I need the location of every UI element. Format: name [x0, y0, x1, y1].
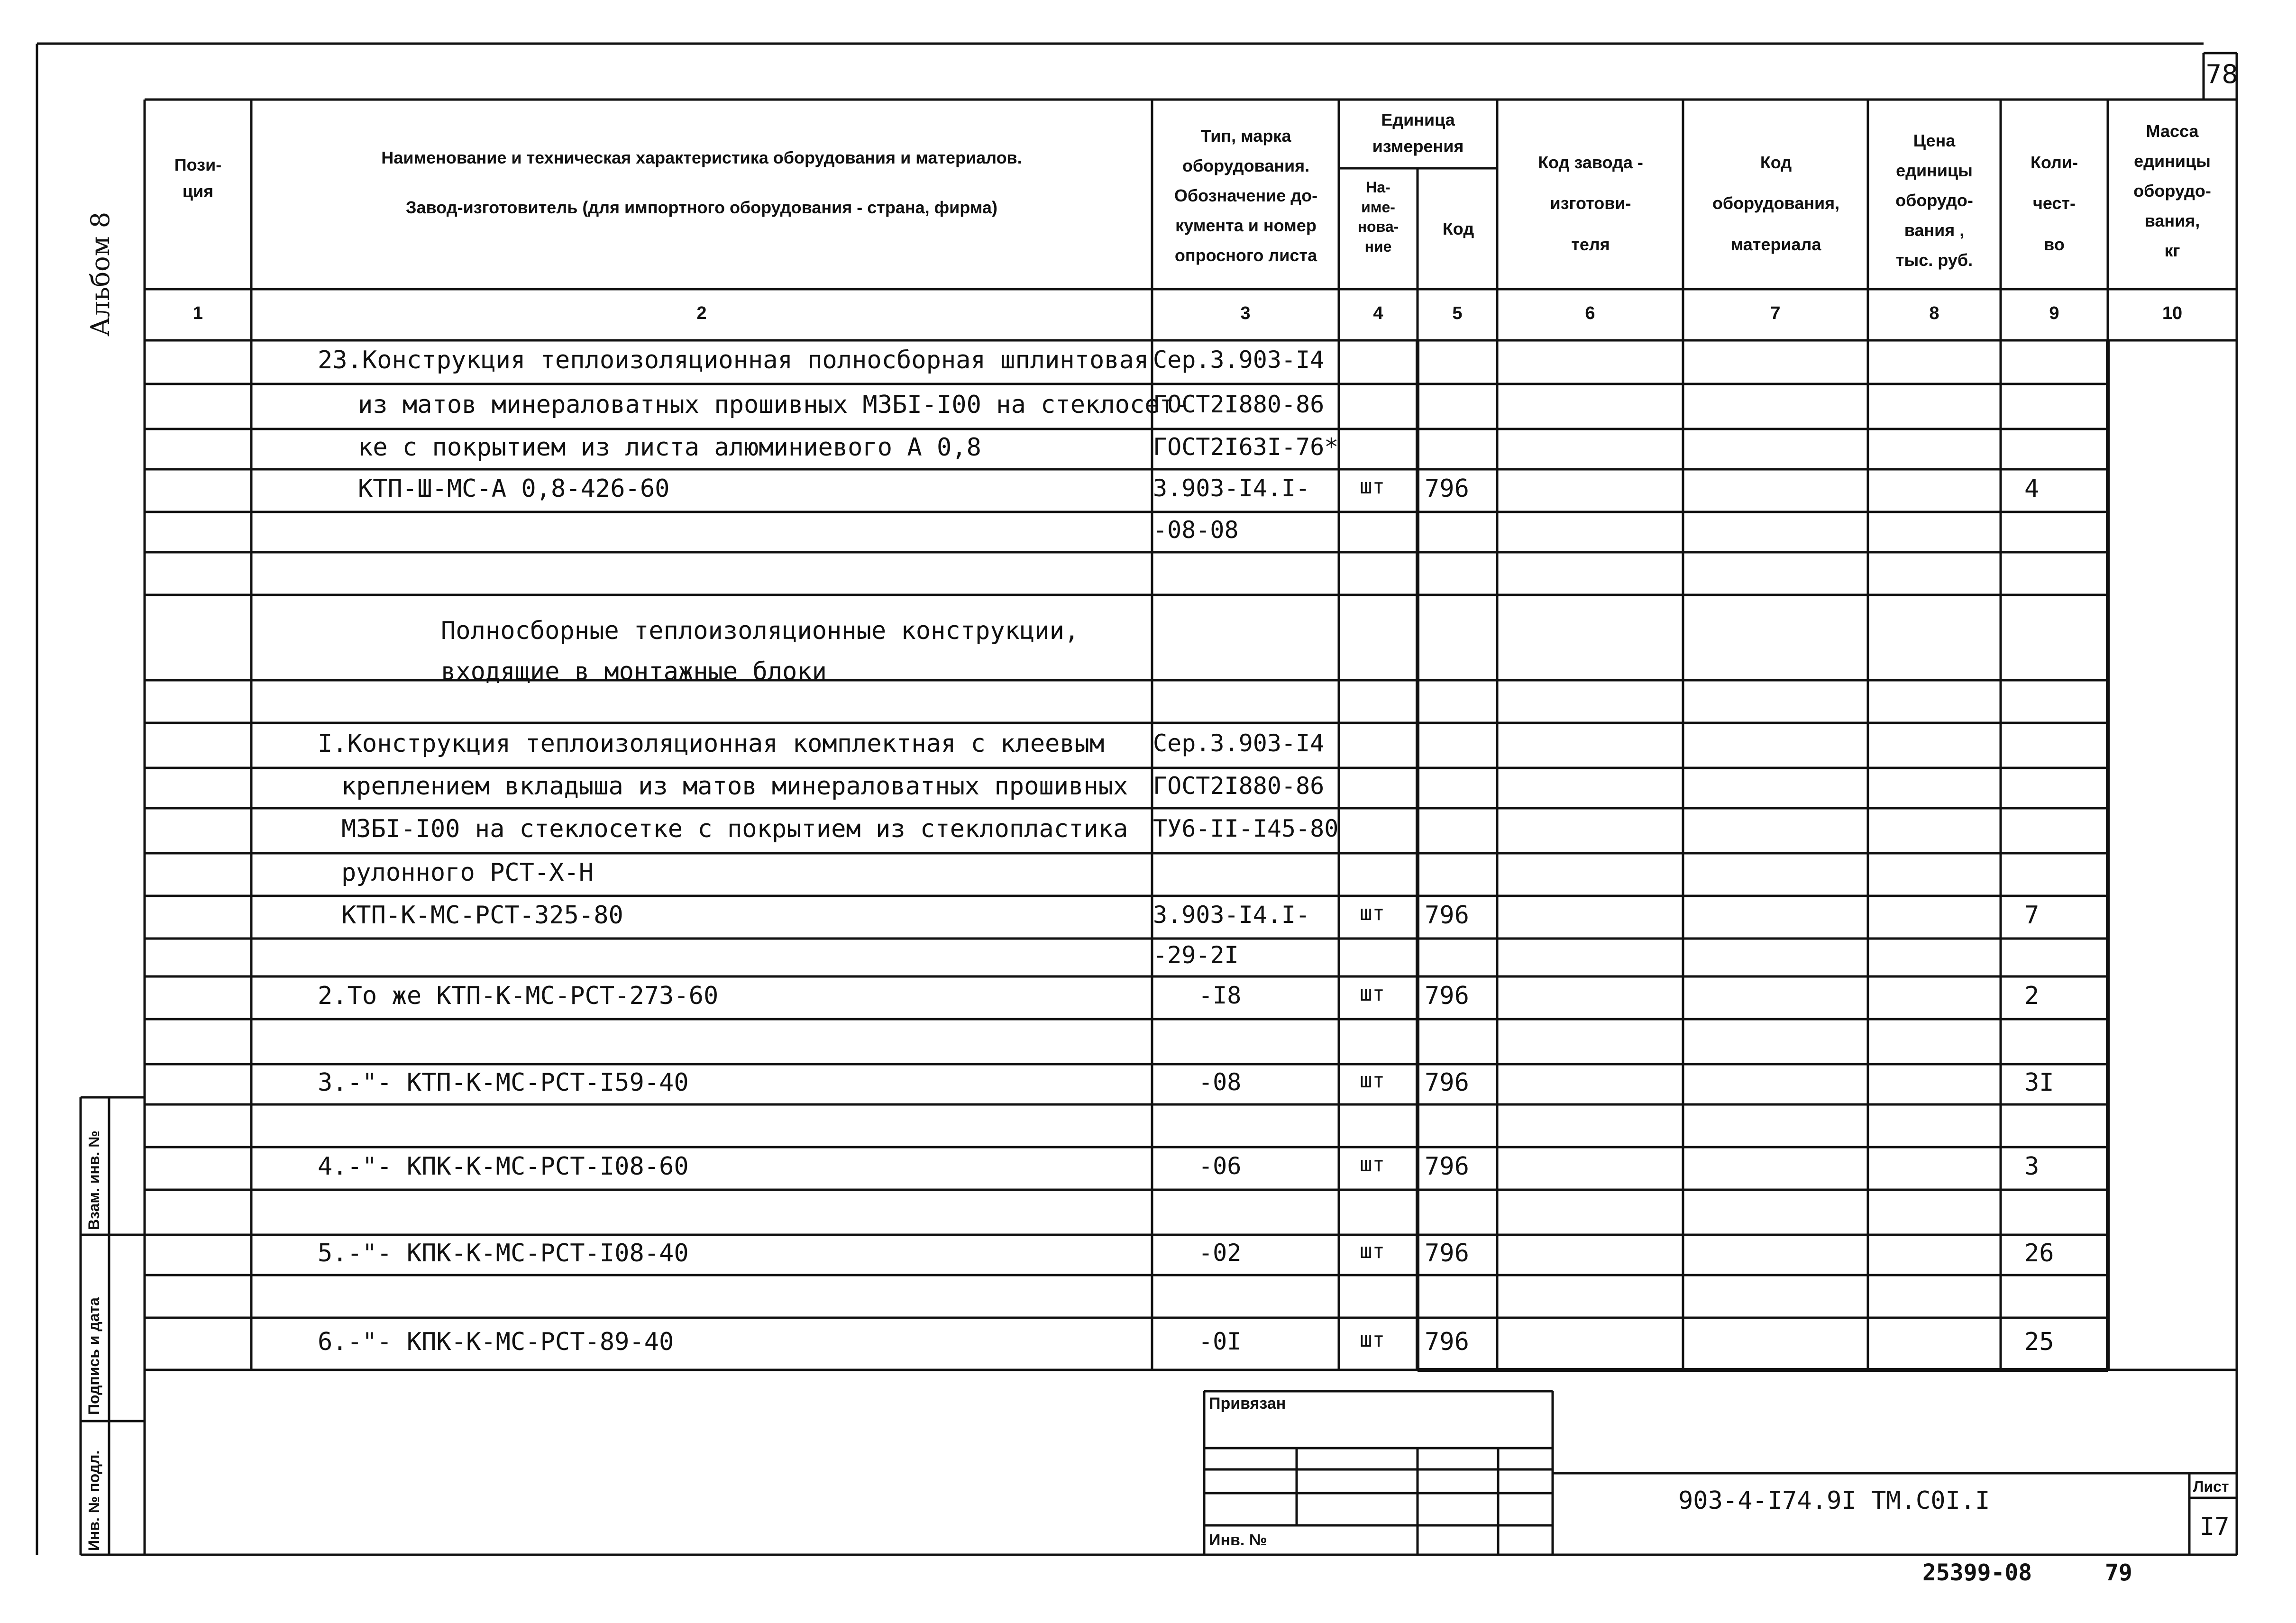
item-name: 2.То же КТП-К-МС-РСТ-273-60: [318, 982, 719, 1010]
item-document: -0I: [1198, 1328, 1242, 1355]
col-number-7: 7: [1770, 303, 1781, 323]
side-vzam-inv: Взам. инв. №: [85, 1131, 102, 1230]
item-unit: шт: [1360, 474, 1385, 499]
item-unit-code: 796: [1425, 1068, 1469, 1097]
header-unit-name: На- име- нова- ние: [1357, 179, 1399, 255]
item-name: 6.-"- КПК-К-МС-РСТ-89-40: [318, 1328, 674, 1356]
item-unit-code: 796: [1425, 1152, 1469, 1181]
list-label: Лист: [2193, 1478, 2229, 1495]
header-name-line2: Завод-изготовитель (для импортного оборудования - страна, фирма): [406, 198, 997, 217]
item-unit: шт: [1360, 901, 1385, 925]
album-label: Альбом 8: [85, 211, 115, 337]
header-equipment-code: Код оборудования, материала: [1712, 153, 1840, 254]
table-row: [0, 1235, 2296, 1275]
table-row: [0, 1064, 2296, 1104]
table-row: [0, 853, 2296, 896]
item-name: КТП-Ш-МС-А 0,8-426-60: [358, 474, 670, 503]
item-name: I.Конструкция теплоизоляционная комплектная с клеевым: [318, 729, 1105, 758]
document-code: 903-4-I74.9I ТМ.С0I.I: [1678, 1486, 1990, 1515]
header-name-line1: Наименование и техническая характеристика оборудования и материалов.: [381, 148, 1022, 167]
item-document: ГОСТ2I63I-76*: [1153, 433, 1339, 461]
table-row: [0, 768, 2296, 808]
header-unit-code: Код: [1442, 219, 1474, 238]
item-unit: шт: [1360, 1239, 1385, 1263]
col-number-8: 8: [1929, 303, 1939, 323]
table-row: [0, 1147, 2296, 1190]
col-number-2: 2: [696, 303, 707, 323]
header-unit-group: Единица измерения: [1372, 110, 1464, 156]
item-quantity: 4: [2024, 474, 2040, 503]
col-number-3: 3: [1240, 303, 1251, 323]
item-unit: шт: [1360, 1068, 1385, 1093]
item-name: КТП-К-МС-РСТ-325-80: [341, 901, 623, 930]
table-row: [0, 808, 2296, 853]
item-name-continued: входящие в монтажные блоки: [441, 657, 827, 686]
side-podpis-data: Подпись и дата: [85, 1297, 102, 1415]
item-document: -08-08: [1153, 516, 1239, 544]
item-name: 5.-"- КПК-К-МС-РСТ-I08-40: [318, 1239, 689, 1267]
col-number-5: 5: [1452, 303, 1463, 323]
side-inv-podl: Инв. № подл.: [85, 1450, 102, 1551]
item-name: ке с покрытием из листа алюминиевого А 0,8: [358, 433, 981, 462]
inv-no-label: Инв. №: [1209, 1531, 1267, 1549]
item-document: -02: [1198, 1239, 1242, 1267]
item-quantity: 26: [2024, 1239, 2054, 1267]
item-unit: шт: [1360, 982, 1385, 1006]
col-number-4: 4: [1373, 303, 1383, 323]
item-quantity: 3: [2024, 1152, 2040, 1181]
table-row: [0, 1019, 2296, 1064]
header-factory-code: Код завода - изготови- теля: [1538, 153, 1643, 254]
item-name: из матов минераловатных прошивных МЗБI-I00 на стеклосет-: [358, 391, 1189, 419]
item-document: -08: [1198, 1068, 1242, 1096]
item-unit-code: 796: [1425, 1328, 1469, 1356]
list-number: I7: [2200, 1513, 2230, 1541]
table-row: [0, 469, 2296, 512]
header-position: Пози- ция: [174, 155, 222, 201]
item-document: Сер.3.903-I4: [1153, 729, 1325, 757]
item-quantity: 3I: [2024, 1068, 2054, 1097]
item-unit: шт: [1360, 1152, 1385, 1176]
item-document: 3.903-I4.I-: [1153, 474, 1310, 502]
table-row: [0, 595, 2296, 686]
privyazan-label: Привязан: [1209, 1395, 1286, 1413]
item-name: Полносборные теплоизоляционные конструкции,: [441, 617, 1079, 645]
item-document: Сер.3.903-I4: [1153, 346, 1325, 374]
item-document: ГОСТ2I880-86: [1153, 391, 1325, 418]
sheet-corner-number: 78: [2205, 59, 2238, 89]
footer-handwritten-page: 79: [2105, 1559, 2132, 1586]
item-unit-code: 796: [1425, 901, 1469, 930]
header-quantity: Коли- чест- во: [2030, 153, 2078, 254]
item-document: -29-2I: [1153, 941, 1239, 969]
item-quantity: 25: [2024, 1328, 2054, 1356]
header-price: Цена единицы оборудо- вания , тыс. руб.: [1895, 131, 1973, 270]
table-row: [0, 1318, 2296, 1370]
table-row: [0, 384, 2296, 429]
item-document: -06: [1198, 1152, 1242, 1180]
table-row: [0, 340, 2296, 384]
table-row: [0, 680, 2296, 723]
header-mass: Масса единицы оборудо- вания, кг: [2133, 121, 2211, 260]
col-number-6: 6: [1585, 303, 1595, 323]
footer-handwritten-number: 25399-08: [1922, 1559, 2032, 1586]
item-quantity: 7: [2024, 901, 2040, 930]
table-row: [0, 723, 2296, 768]
table-row: [0, 976, 2296, 1019]
item-unit-code: 796: [1425, 982, 1469, 1010]
header-type: Тип, марка оборудования. Обозначение до- кумента и номер опросного листа: [1174, 126, 1318, 265]
col-number-10: 10: [2162, 303, 2183, 323]
item-name: 4.-"- КПК-К-МС-РСТ-I08-60: [318, 1152, 689, 1181]
item-name: 3.-"- КТП-К-МС-РСТ-I59-40: [318, 1068, 689, 1097]
table-row: [0, 939, 2296, 976]
item-name: рулонного РСТ-Х-Н: [341, 858, 594, 887]
item-name: 23.Конструкция теплоизоляционная полносборная шплинтовая: [318, 346, 1149, 374]
table-row: [0, 1275, 2296, 1318]
item-quantity: 2: [2024, 982, 2040, 1010]
table-row: [0, 896, 2296, 939]
item-unit-code: 796: [1425, 474, 1469, 503]
item-unit: шт: [1360, 1328, 1385, 1352]
item-unit-code: 796: [1425, 1239, 1469, 1267]
table-row: [0, 1104, 2296, 1147]
col-number-1: 1: [192, 303, 203, 323]
table-row: [0, 1190, 2296, 1235]
table-row: [0, 512, 2296, 552]
item-name: креплением вкладыша из матов минераловатных прошивных: [341, 772, 1128, 801]
table-row: [0, 552, 2296, 595]
col-number-9: 9: [2049, 303, 2059, 323]
item-document: ТУ6-II-I45-80: [1153, 815, 1339, 842]
item-name: МЗБI-I00 на стеклосетке с покрытием из стеклопластика: [341, 815, 1128, 843]
item-document: 3.903-I4.I-: [1153, 901, 1310, 929]
item-document: ГОСТ2I880-86: [1153, 772, 1325, 800]
table-row: [0, 429, 2296, 469]
item-document: -I8: [1198, 982, 1242, 1009]
